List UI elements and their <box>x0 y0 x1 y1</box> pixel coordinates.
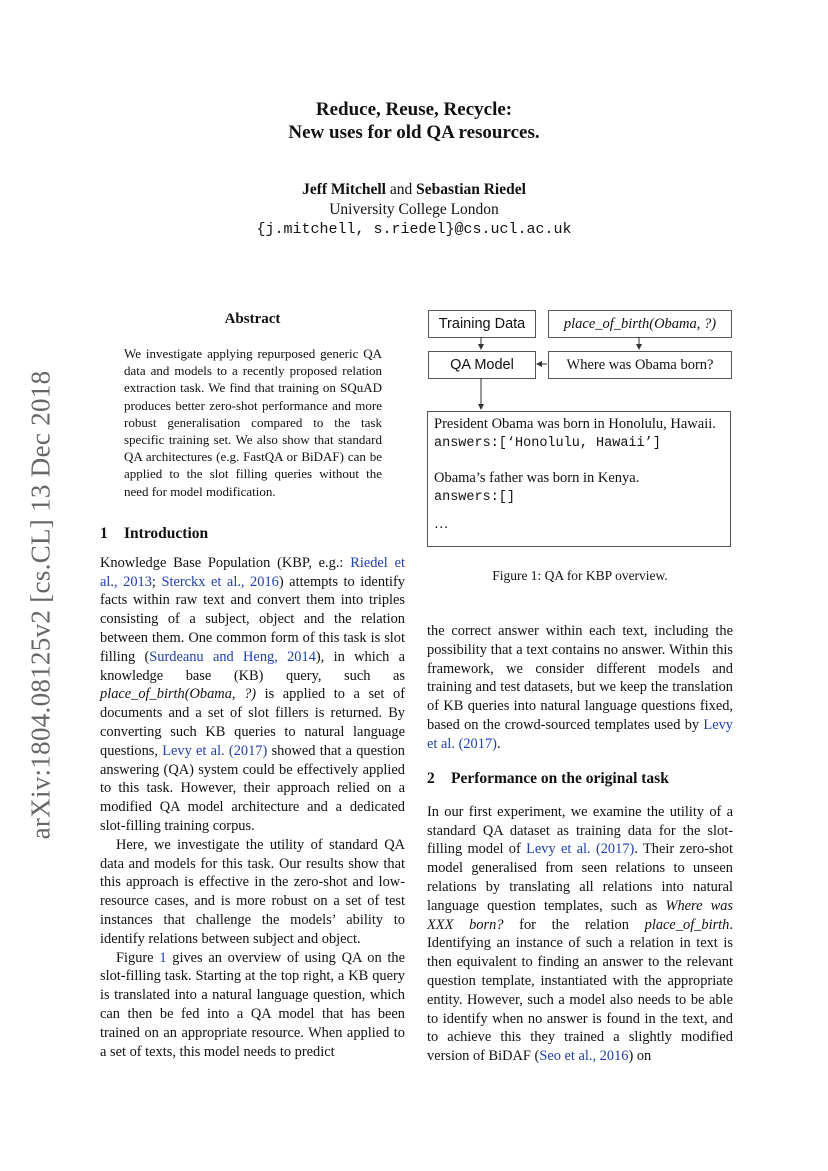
intro-paragraph-3: Figure 1 gives an overview of using QA on the slot-filling task. Starting at the top right, a KB query is translated into a natural language question, which can then be fed into a QA model that has been trained on an appropriate resource. When applied to a set of texts, this model needs to predict <box>100 949 406 1060</box>
abstract-text: We investigate applying repurposed generic QA data and models to a recently proposed relation extraction task. We find that training on SQuAD produces better zero-shot performance and more robust generalisation compared to the task specific training set. We also show that standard QA architectures (e.g. FastQA or BiDAF) can be applied to the slot filling queries without the need for model modification. <box>124 346 382 499</box>
citation-levy-3[interactable]: Levy et al. (2017) <box>526 841 635 858</box>
section-1-heading <box>100 525 405 544</box>
section-1-number: 1 <box>100 525 108 542</box>
question-box: Where was Obama born? <box>548 351 732 379</box>
section-1-title: Introduction <box>124 525 209 542</box>
question-template: Where was XXX born? <box>427 897 733 933</box>
figure-ref[interactable]: 1 <box>159 949 167 966</box>
intro-continuation <box>427 622 733 754</box>
training-data-box: Training Data <box>428 310 536 338</box>
section-2 <box>427 770 733 1066</box>
section-2-title: Performance on the original task <box>451 770 669 787</box>
intro-paragraph-2: Here, we investigate the utility of standard QA data and models for this task. Our results show that this approach is effective in the zero-shot and low-resource cases, and is more robust on a set of test instances that challenge the models’ ability to identify relations between subject and object. <box>100 836 405 947</box>
citation-levy-2[interactable]: Levy et al. (2017) <box>427 716 733 752</box>
abstract-heading: Abstract <box>224 311 281 327</box>
citation-levy-1[interactable]: Levy et al. (2017) <box>162 742 268 759</box>
text-example-1: President Obama was born in Honolulu, Hawaii. <box>434 416 716 432</box>
answers-example-2: answers:[] <box>434 490 516 505</box>
author-and: and <box>389 181 413 198</box>
texts-box <box>427 411 731 547</box>
email: {j.mitchell, s.riedel}@cs.ucl.ac.uk <box>256 221 572 238</box>
author-1: Jeff Mitchell <box>302 181 386 198</box>
kb-query-box: place_of_birth(Obama, ?) <box>548 310 732 338</box>
paper-title <box>0 98 828 144</box>
affiliation: University College London <box>329 201 499 218</box>
figure-caption: Figure 1: QA for KBP overview. <box>492 568 668 583</box>
citation-riedel[interactable]: Riedel et al., 2013 <box>100 554 405 590</box>
ellipsis: … <box>434 516 449 532</box>
intro-paragraph-4: the correct answer within each text, including the possibility that a text contains no answer. Within this framework, we consider different models and training and test datasets, but we keep the translation of KB queries into natural language questions fixed, based on the crowd-sourced templates used by Levy et al. (2017). <box>427 623 733 752</box>
author-block <box>0 180 828 240</box>
relation-name: place_of_birth <box>644 916 730 933</box>
intro-paragraph-1: Knowledge Base Population (KBP, e.g.: Riedel et al., 2013; Sterckx et al., 2016) attempts to identify facts within raw text and convert them into triples consisting of a subject, object and the relation between them. One common form of this task is slot filling (Surdeanu and Heng, 2014), in which a knowledge base (KB) query, such as place_of_birth(Obama, ?) is applied to a set of documents and a set of slot fillers is returned. By converting such KB queries to natural language questions, Levy et al. (2017) showed that a question answering (QA) system could be effectively applied to this task. However, their approach relied on a modified QA model architecture and a dedicated slot-filling training corpus. <box>100 554 405 834</box>
answers-example-1: answers:[‘Honolulu, Hawaii’] <box>434 436 661 451</box>
citation-surdeanu[interactable]: Surdeanu and Heng, 2014 <box>149 648 316 665</box>
citation-seo[interactable]: Seo et al., 2016 <box>539 1048 629 1065</box>
author-2: Sebastian Riedel <box>416 181 526 198</box>
title-line-1: Reduce, Reuse, Recycle: <box>315 99 513 120</box>
text-example-2: Obama’s father was born in Kenya. <box>434 470 640 486</box>
title-line-2: New uses for old QA resources. <box>288 122 540 143</box>
section-2-paragraph-1: In our first experiment, we examine the utility of a standard QA dataset as training data for the slot-filling model of Levy et al. (2017). Their zero-shot model generalised from seen relations to unseen relations by translating all relations into natural language question templates, such as Where was XXX born? for the relation place_of_birth. Identifying an instance of such a relation in text is then equivalent to finding an answer to the relevant question template, instantiated with the appropriate entity. However, such a model also needs to be able to identify when no answer is found in the text, and to achieve this they trained a slightly modified version of BiDAF (Seo et al., 2016) on <box>427 803 733 1065</box>
section-2-number: 2 <box>427 770 435 787</box>
citation-sterckx[interactable]: Sterckx et al., 2016 <box>161 573 279 590</box>
qa-model-box: QA Model <box>428 351 536 379</box>
arxiv-id: arXiv:1804.08125v2 [cs.CL] 13 Dec 2018 <box>25 370 56 840</box>
figure-arrows <box>420 300 740 420</box>
math-query: place_of_birth(Obama, ?) <box>100 686 257 703</box>
author-names <box>0 180 828 200</box>
introduction-section <box>100 525 405 1061</box>
section-2-heading <box>427 770 733 789</box>
arxiv-stamp <box>26 360 56 850</box>
